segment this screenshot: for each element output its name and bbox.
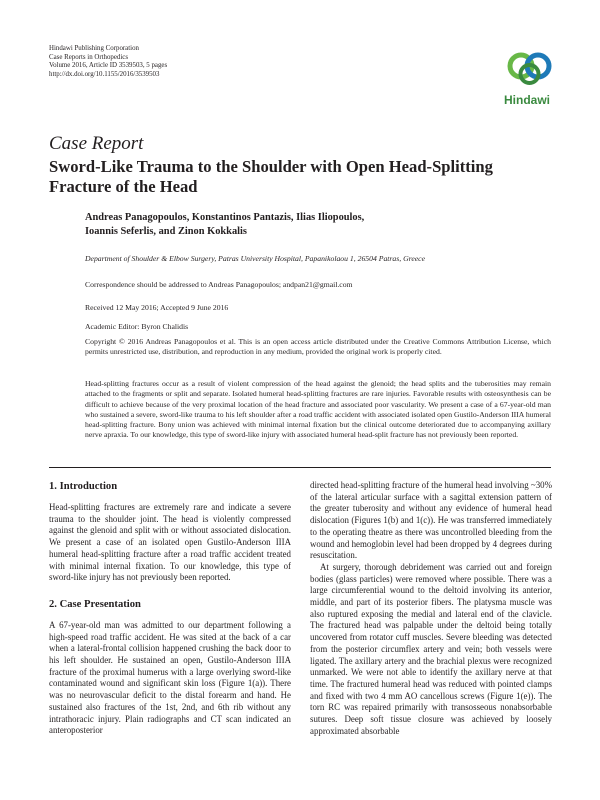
surgery-paragraph: At surgery, thorough debridement was carried out and foreign bodies (glass particles) were removed where possible. There was a large circumferential wound to the deltoid involving its anterior, middle, and part of its posterior fibers. The platysma muscle was also ruptured exposing the medial and lateral end of the clavicle. The fractured head was palpable under the deltoid being totally uncovered from rotator cuff muscles. Severe bleeding was detected from the posterior circumflex artery and vein; both vessels were ligated. The axillary artery and the brachial plexus were recognized unmarked. We were not able to identify the axillary nerve at that time. The fractured humeral head was reduced with pointed clamps and fixed with two 4 mm AO cancellous screws (Figure 1(e)). The torn RC was repaired primarily with transosseous nonabsorbable sutures. Deep soft tissue closure was achieved by loosely approximated absorbable bbox=[310, 561, 552, 736]
journal-name: Case Reports in Orthopedics bbox=[49, 53, 129, 61]
academic-editor: Academic Editor: Byron Chalidis bbox=[85, 322, 189, 331]
right-column bbox=[310, 480, 552, 737]
volume-line: Volume 2016, Article ID 3539503, 5 pages bbox=[49, 62, 168, 70]
article-category: Case Report bbox=[49, 133, 144, 154]
introduction-paragraph: Head-splitting fractures are extremely rare and indicate a severe trauma to the shoulder joint. The head is violently compressed against the glenoid and split with or without associated dislocation. We present a case of an isolated open Gustilo-Anderson IIIA humeral head-splitting fracture after a road traffic accident treated with minimal internal fixation. To our knowledge, this type of sword-like injury has not previously been reported. bbox=[49, 502, 291, 583]
case-continuation-paragraph: directed head-splitting fracture of the humeral head involving ~30% of the lateral articular surface with a sagittal extension pattern of the greater tuberosity and without any evidence of humeral head dislocation (Figures 1(b) and 1(c)). He was transferred immediately to the operating theatre as there was uncontrolled bleeding from the wound and hemoglobin level had been dropped by 4 degrees during resuscitation. bbox=[310, 480, 552, 561]
copyright-notice: Copyright © 2016 Andreas Panagopoulos et al. This is an open access article distributed under the Creative Commons Attribution License, which permits unrestricted use, distribution, and reproduction in any medium, provided the original work is properly cited. bbox=[85, 337, 551, 357]
affiliation: Department of Shoulder & Elbow Surgery, Patras University Hospital, Papanikolaou 1, 26504 Patras, Greece bbox=[85, 254, 425, 263]
article-title: Sword-Like Trauma to the Shoulder with Open Head-Splitting Fracture of the Head bbox=[49, 157, 493, 196]
author-list bbox=[85, 211, 525, 239]
logo-text: Hindawi bbox=[503, 93, 550, 107]
publisher-line: Hindawi Publishing Corporation bbox=[49, 45, 139, 52]
case-presentation-paragraph: A 67-year-old man was admitted to our department following a high-speed road traffic accident. He was sited at the back of a car when a lateral-frontal collision happened crushing the back door to his left shoulder. He sustained an open, Gustilo-Anderson IIIA fracture of the proximal humerus with a large overlying sword-like contaminated wound and significant skin loss (Figure 1(a)). There was no neurovascular deficit to the distal forearm and hand. He sustained also fractures of the 1st, 2nd, and 6th rib without any intrathoracic injury. Plain radiographs and CT scan indicated an anteroposterior bbox=[49, 619, 291, 736]
received-accepted-dates: Received 12 May 2016; Accepted 9 June 2016 bbox=[85, 303, 229, 312]
section-heading-case-presentation: 2. Case Presentation bbox=[49, 598, 141, 610]
section-heading-introduction: 1. Introduction bbox=[49, 481, 118, 492]
section-divider bbox=[49, 467, 551, 468]
correspondence: Correspondence should be addressed to Andreas Panagopoulos; andpan21@gmail.com bbox=[85, 280, 353, 289]
left-column bbox=[49, 480, 291, 737]
authors-line-1: Andreas Panagopoulos, Konstantinos Pantazis, Ilias Iliopoulos, bbox=[85, 212, 365, 223]
authors-line-2: Ioannis Seferlis, and Zinon Kokkalis bbox=[85, 225, 247, 237]
abstract: Head-splitting fractures occur as a result of violent compression of the head against the glenoid; the head splits and the tuberosities may remain attached to the fragments or split and separate. Isolated humeral head-splitting fractures are rare injuries. Favorable results with osteosynthesis can be difficult to achieve because of the very proximal location of the head fracture and associated poor vascularity. We present a case of a 67-year-old man who sustained a severe, sword-like trauma to his left shoulder after a road traffic accident with associated isolated open Gustilo-Anderson IIIA humeral head-splitting fracture. Bony union was achieved with minimal internal fixation but the clinical outcome deteriorated due to accompanying axillary nerve apraxia. To our knowledge, this type of sword-like injury with associated humeral head-split fracture has not previously been reported. bbox=[85, 379, 551, 440]
journal-header bbox=[49, 45, 309, 79]
doi-link[interactable]: http://dx.doi.org/10.1155/2016/3539503 bbox=[49, 70, 160, 78]
